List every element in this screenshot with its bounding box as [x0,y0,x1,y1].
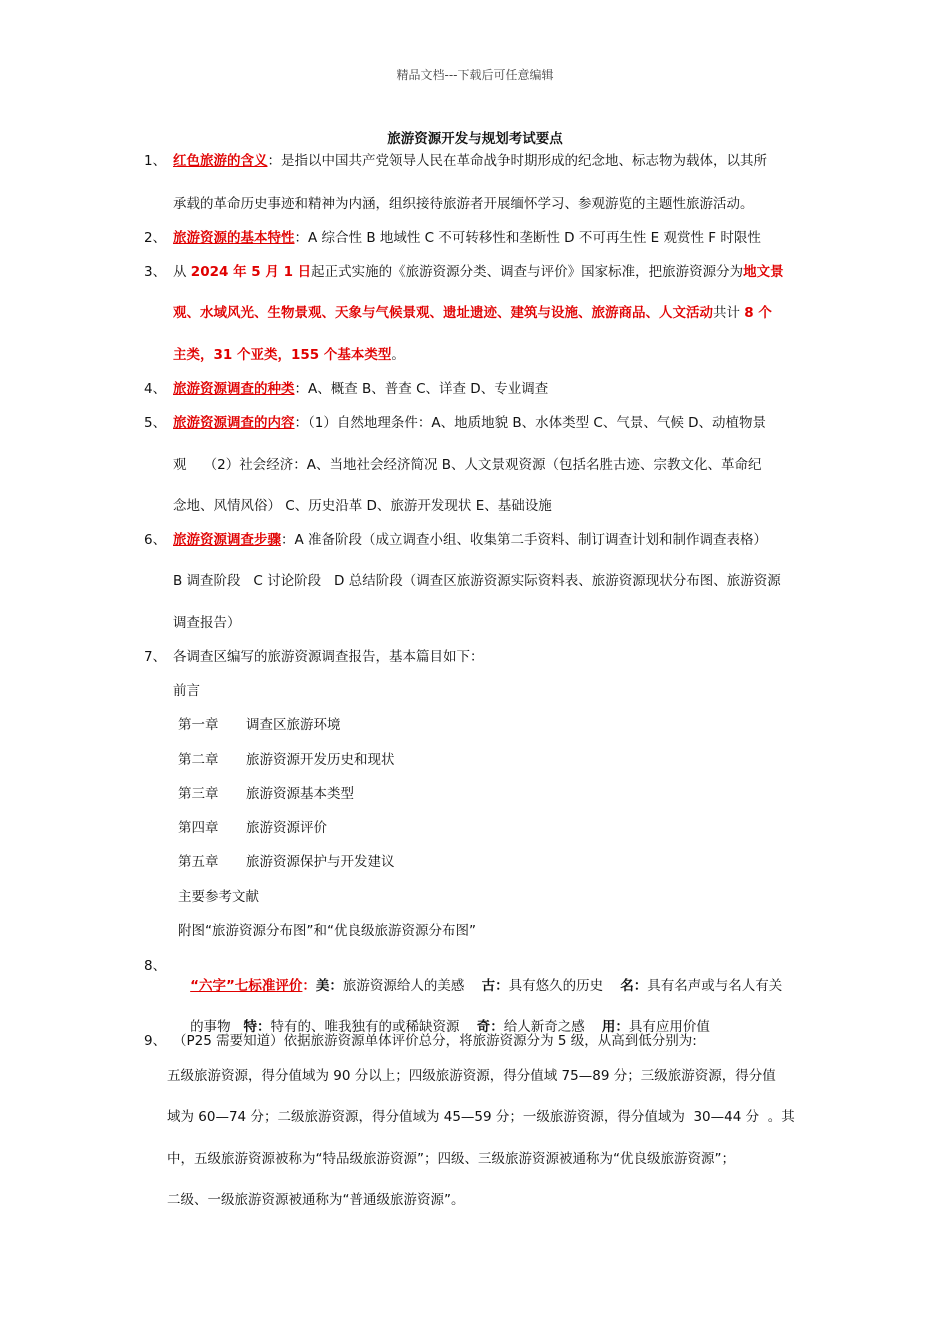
date-highlight: 2024 年 5 月 1 日 [190,264,312,280]
item-label: 旅游资源调查的内容 [173,415,295,431]
item-number: 5、 [144,415,167,431]
item-number: 7、 [144,649,167,665]
item-number: 6、 [144,532,167,548]
item-label: “六字”七标准评价 [190,978,303,994]
item-label: 红色旅游的含义 [173,153,268,169]
item-text: 是指以中国共产党领导人民在革命战争时期形成的纪念地、标志物为载体，以其所 [281,153,767,169]
item-number: 4、 [144,381,167,397]
item-number: 2、 [144,230,167,246]
item-label: 旅游资源调查步骤 [173,532,281,548]
item-number: 9、 [144,1033,167,1049]
page-header: 精品文档---下载后可任意编辑 [396,68,554,82]
item-text: A、概查 B、普查 C、详查 D、专业调查 [308,381,549,397]
item-number: 8、 [144,958,167,974]
item-label: 旅游资源调查的种类 [173,381,295,397]
item-label: 旅游资源的基本特性 [173,230,295,246]
document-title: 旅游资源开发与规划考试要点 [387,131,563,147]
item-number: 3、 [144,264,167,280]
item-text: A 综合性 B 地域性 C 不可转移性和垄断性 D 不可再生性 E 观赏性 F 时限性 [308,230,761,246]
item-number: 1、 [144,153,167,169]
